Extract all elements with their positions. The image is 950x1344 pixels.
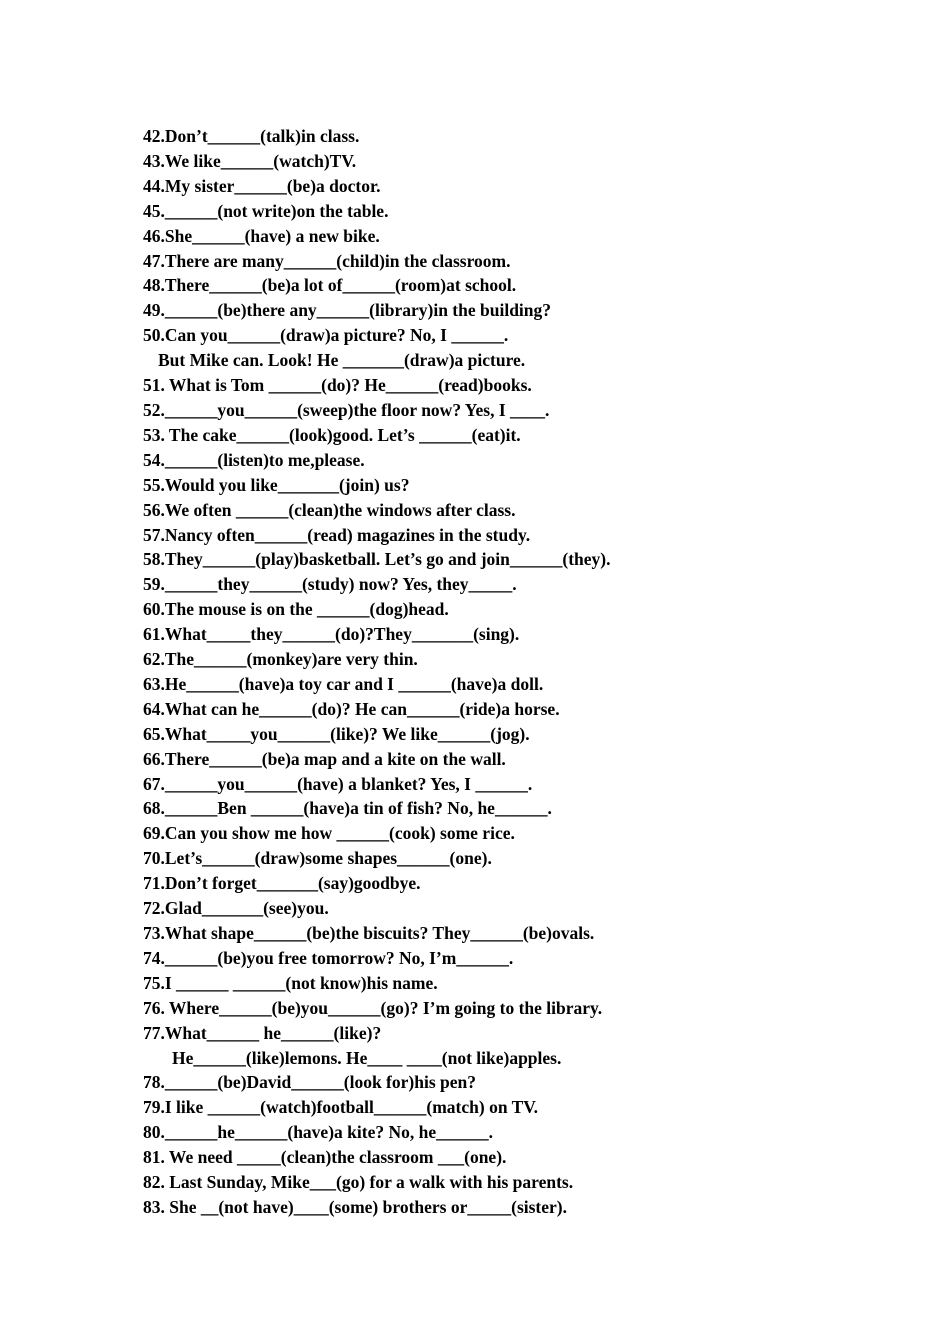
exercise-item: 47.There are many______(child)in the classroom. [143,250,511,271]
exercise-item: 59.______they______(study) now? Yes, they_____. [143,574,517,595]
exercise-item: 80.______he______(have)a kite? No, he______. [143,1122,493,1143]
exercise-continuation-line: But Mike can. Look! He _______(draw)a picture. [158,350,526,371]
exercise-item: 61.What_____they______(do)?They_______(sing). [143,624,520,645]
exercise-item: 65.What_____you______(like)? We like______(jog). [143,723,530,744]
exercise-item: 69.Can you show me how ______(cook) some rice. [143,823,515,844]
exercise-item: 73.What shape______(be)the biscuits? They______(be)ovals. [143,923,595,943]
exercise-item: 54.______(listen)to me,please. [143,449,365,470]
exercise-item: 53. The cake______(look)good. Let’s ______(eat)it. [143,424,521,445]
exercise-item: 66.There______(be)a map and a kite on the wall. [143,748,506,769]
exercise-item: 43.We like______(watch)TV. [143,150,357,171]
exercise-item: 83. She __(not have)____(some) brothers or_____(sister). [143,1196,567,1217]
exercise-item: 63.He______(have)a toy car and I ______(have)a doll. [143,673,544,694]
exercise-item: 77.What______ he______(like)? [143,1022,382,1043]
exercise-item: 62.The______(monkey)are very thin. [143,649,418,670]
exercise-item: 82. Last Sunday, Mike___(go) for a walk with his parents. [143,1172,574,1193]
exercise-item: 55.Would you like_______(join) us? [143,474,410,495]
exercise-item: 79.I like ______(watch)football______(match) on TV. [143,1097,539,1118]
exercise-item: 57.Nancy often______(read) magazines in the study. [143,524,531,545]
exercise-item: 76. Where______(be)you______(go)? I’m going to the library. [143,997,603,1018]
exercise-item: 72.Glad_______(see)you. [143,898,329,919]
exercise-item: 74.______(be)you free tomorrow? No, I’m______. [143,947,514,968]
exercise-item: 44.My sister______(be)a doctor. [143,175,381,196]
exercise-list [143,124,611,1220]
exercise-item: 51. What is Tom ______(do)? He______(read)books. [143,375,532,396]
exercise-item: 52.______you______(sweep)the floor now? Yes, I ____. [143,399,550,420]
exercise-item: 81. We need _____(clean)the classroom ___(one). [143,1147,507,1168]
exercise-item: 49.______(be)there any______(library)in the building? [143,300,552,321]
exercise-item: 60.The mouse is on the ______(dog)head. [143,599,449,620]
exercise-item: 45.______(not write)on the table. [143,200,389,221]
exercise-item: 68.______Ben ______(have)a tin of fish? No, he______. [143,798,552,819]
exercise-item: 70.Let’s______(draw)some shapes______(one). [143,848,492,869]
exercise-item: 56.We often ______(clean)the windows after class. [143,499,516,520]
exercise-item: 58.They______(play)basketball. Let’s go and join______(they). [143,549,611,570]
exercise-item: 50.Can you______(draw)a picture? No, I ______. [143,325,509,346]
exercise-item: 46.She______(have) a new bike. [143,225,380,246]
exercise-item: 64.What can he______(do)? He can______(ride)a horse. [143,698,560,719]
exercise-item: 42.Don’t______(talk)in class. [143,126,360,146]
exercise-continuation-line: He______(like)lemons. He____ ____(not like)apples. [172,1047,562,1068]
exercise-item: 67.______you______(have) a blanket? Yes, I ______. [143,773,533,794]
exercise-item: 75.I ______ ______(not know)his name. [143,972,438,993]
exercise-item: 71.Don’t forget_______(say)goodbye. [143,873,421,894]
exercise-item: 78.______(be)David______(look for)his pen? [143,1072,476,1093]
exercise-item: 48.There______(be)a lot of______(room)at school. [143,275,517,296]
